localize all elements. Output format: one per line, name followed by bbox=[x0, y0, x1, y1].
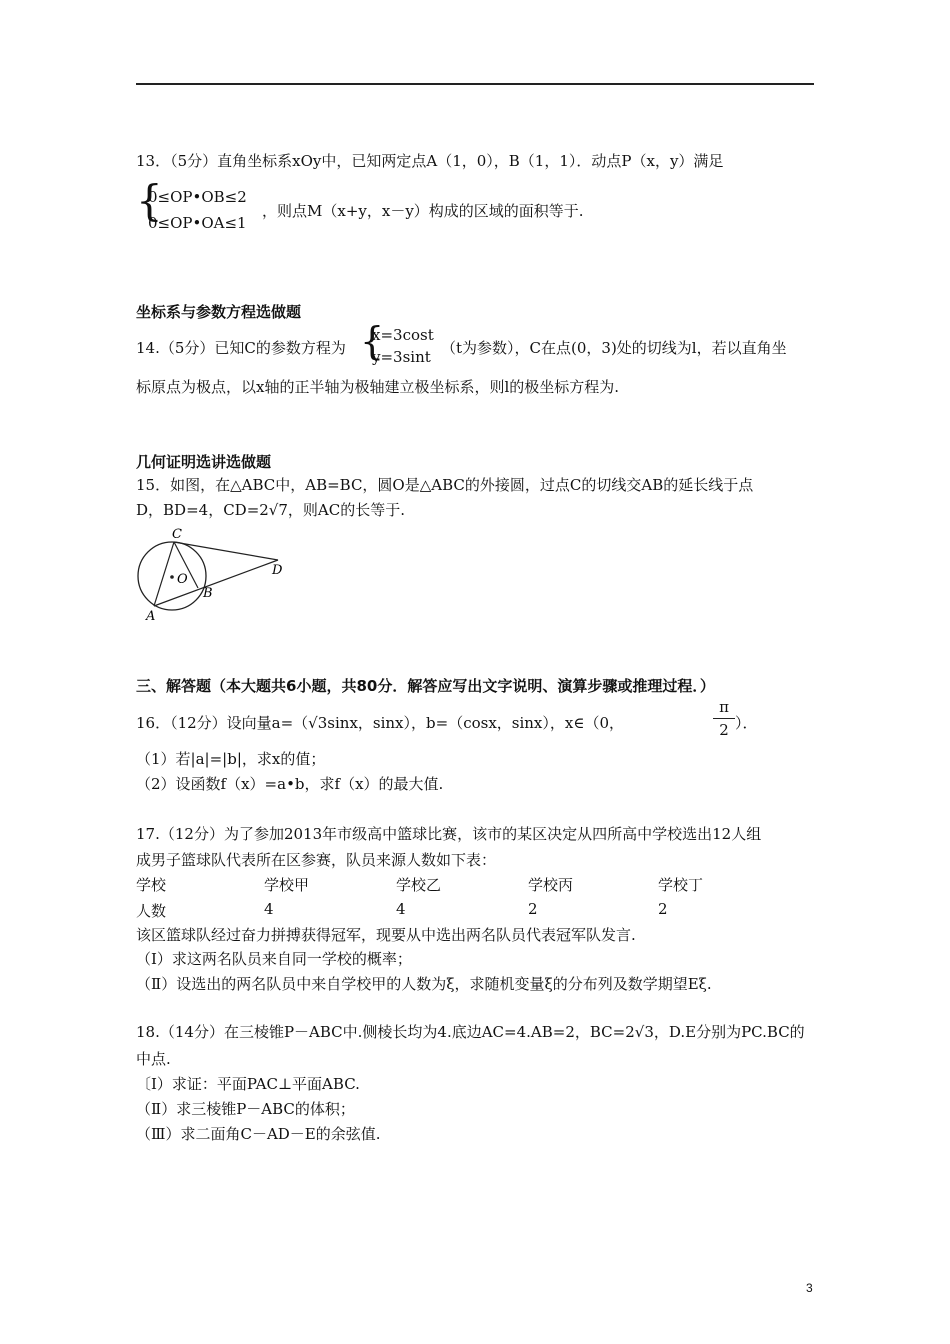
section-heading-geometry: 几何证明选讲选做题 bbox=[136, 453, 272, 471]
q14-system bbox=[360, 319, 444, 370]
q17-line3: 该区篮球队经过奋力拼搏获得冠军，现要从中选出两名队员代表冠军队发言. bbox=[136, 926, 636, 944]
q15-line1: 15．如图，在△ABC中，AB=BC，圆O是△ABC的外接圆，过点C的切线交AB的延长线于点 bbox=[136, 476, 754, 494]
q16-part1: （1）若|a|=|b|，求x的值； bbox=[136, 750, 326, 768]
q18-part2: （Ⅱ）求三棱锥P－ABC的体积； bbox=[136, 1100, 355, 1118]
q18-line1: 18.（14分）在三棱锥P－ABC中.侧棱长均为4.底边AC=4.AB=2，BC=2√3，D.E分别为PC.BC的 bbox=[136, 1023, 805, 1041]
q14-post: （t为参数），C在点(0，3)处的切线为l，若以直角坐 bbox=[441, 339, 787, 357]
fraction-numerator: π bbox=[719, 698, 729, 716]
section-heading-coordinates: 坐标系与参数方程选做题 bbox=[136, 303, 302, 321]
tangent-line-cd bbox=[174, 542, 278, 560]
label-d: D bbox=[272, 563, 283, 578]
table-cell: 2 bbox=[658, 900, 668, 918]
table-cell: 2 bbox=[528, 900, 538, 918]
q18-line2: 中点. bbox=[136, 1050, 171, 1068]
table-header-cell: 学校 bbox=[136, 876, 167, 894]
q16-part2: （2）设函数f（x）=a•b，求f（x）的最大值. bbox=[136, 775, 444, 793]
header-rule bbox=[136, 83, 814, 85]
section-heading-answers: 三、解答题（本大题共6小题，共80分．解答应写出文字说明、演算步骤或推理过程．） bbox=[136, 677, 715, 695]
label-a: A bbox=[146, 609, 156, 624]
table-header-cell: 学校乙 bbox=[396, 876, 442, 894]
brace-glyph: { bbox=[136, 176, 163, 225]
q14-pre: 14.（5分）已知C的参数方程为 bbox=[136, 339, 346, 357]
circle-tangent-figure bbox=[136, 524, 296, 624]
table-header-cell: 学校丁 bbox=[658, 876, 704, 894]
table-cell: 4 bbox=[396, 900, 406, 918]
table-cell: 4 bbox=[264, 900, 274, 918]
page-number: 3 bbox=[806, 1281, 813, 1295]
fraction-denominator: 2 bbox=[719, 721, 729, 739]
table-cell: 人数 bbox=[136, 902, 167, 920]
fraction-bar bbox=[713, 718, 735, 719]
label-o: O bbox=[177, 572, 188, 587]
q16-line1: 16．（12分）设向量a=（√3sinx，sinx），b=（cosx，sinx），x∈（0， bbox=[136, 714, 624, 732]
q14-line2: 标原点为极点，以x轴的正半轴为极轴建立极坐标系，则l的极坐标方程为. bbox=[136, 378, 620, 396]
q18-part3: （Ⅲ）求二面角C－AD－E的余弦值. bbox=[136, 1125, 381, 1143]
segment-ca bbox=[154, 542, 174, 606]
q14-sys1: x=3cost bbox=[372, 326, 434, 344]
line-ad bbox=[154, 560, 278, 606]
q18-part1: 〔I）求证：平面PAC⊥平面ABC. bbox=[136, 1075, 360, 1093]
label-b: B bbox=[203, 586, 213, 601]
q13-sys1: 0≤OP•OB≤2 bbox=[148, 188, 247, 206]
center-point bbox=[170, 575, 174, 579]
table-header-cell: 学校丙 bbox=[528, 876, 574, 894]
q16-close: ）． bbox=[735, 714, 758, 732]
q17-part2: （Ⅱ）设选出的两名队员中来自学校甲的人数为ξ，求随机变量ξ的分布列及数学期望Eξ. bbox=[136, 975, 712, 993]
q17-line1: 17.（12分）为了参加2013年市级高中篮球比赛，该市的某区决定从四所高中学校选出12人组 bbox=[136, 825, 762, 843]
q13-sys2: 0≤OP•OA≤1 bbox=[148, 214, 247, 232]
label-c: C bbox=[172, 527, 182, 542]
table-header-cell: 学校甲 bbox=[264, 876, 310, 894]
q14-sys2: y=3sint bbox=[372, 348, 431, 366]
q13-system bbox=[136, 176, 276, 238]
q13-tail: ，则点M（x+y，x－y）构成的区域的面积等于. bbox=[262, 202, 584, 220]
q16-fraction bbox=[713, 698, 735, 739]
q15-line2: D，BD=4，CD=2√7，则AC的长等于. bbox=[136, 501, 405, 519]
q17-part1: （Ⅰ）求这两名队员来自同一学校的概率； bbox=[136, 950, 412, 968]
q13-line1: 13．（5分）直角坐标系xOy中，已知两定点A（1，0），B（1，1）．动点P（x，y）满足 bbox=[136, 152, 724, 170]
q17-line2: 成男子篮球队代表所在区参赛，队员来源人数如下表： bbox=[136, 851, 497, 869]
brace-glyph: { bbox=[360, 319, 385, 363]
